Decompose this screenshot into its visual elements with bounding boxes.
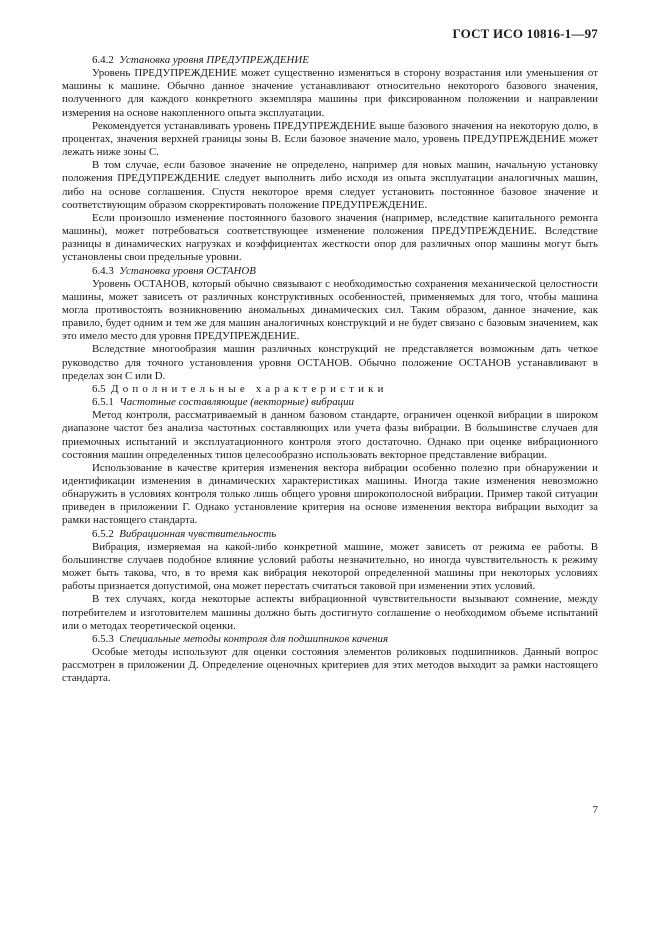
paragraph: В тех случаях, когда некоторые аспекты вибрационной чувствительности вызывают сомнение, между потребителем и изготовителем машины должно быть достигнуто соглашение о необходимом объеме испытаний или о методах теоретической оценки. bbox=[62, 593, 598, 632]
paragraph: Вследствие многообразия машин различных конструкций не представляется возможным дать четкое руководство для точного установления уровня ОСТАНОВ. Обычно положение ОСТАНОВ устанавливают в пределах зон C или D. bbox=[62, 343, 598, 382]
section-number: 6.5.3 bbox=[92, 632, 114, 645]
section-title: Вибрационная чувствительность bbox=[119, 527, 277, 540]
section-title: Установка уровня ПРЕДУПРЕЖДЕНИЕ bbox=[119, 54, 309, 66]
section-title: Установка уровня ОСТАНОВ bbox=[119, 264, 256, 277]
paragraph: Уровень ПРЕДУПРЕЖДЕНИЕ может существенно изменяться в сторону возрастания или уменьшения от машины к машине. Обычно данное значение устанавливают относительно некоторого базового значения, полученного для каждого конкретного экземпляра машины при фиксированном положении и направлении измерения на основе накопленного опыта эксплуатации. bbox=[62, 67, 598, 119]
section-number: 6.5.2 bbox=[92, 527, 114, 540]
paragraph: В том случае, если базовое значение не определено, например для новых машин, начальную установку положения ПРЕДУПРЕЖДЕНИЕ следует выполнить либо исходя из опыта эксплуатации аналогичных машин, либо на основе соглашения. Спустя некоторое время следует установить постоянное базовое значение и соответствующим образом скорректировать положение ПРЕДУПРЕЖДЕНИЕ. bbox=[62, 159, 598, 211]
document-body bbox=[62, 54, 598, 686]
section-number: 6.5.1 bbox=[92, 396, 114, 409]
section-heading-6-5-3 bbox=[62, 633, 598, 646]
section-heading-6-4-3 bbox=[62, 265, 598, 278]
paragraph: Если произошло изменение постоянного базового значения (например, вследствие капитального ремонта машины), может потребоваться соответствующее изменение положения ПРЕДУПРЕЖДЕНИЕ. Вследствие разницы в динамических нагрузках и коэффициентах жесткости опор для различных опор машины могут быть установлены свои предельные уровни. bbox=[62, 211, 598, 264]
section-title: Специальные методы контроля для подшипников качения bbox=[119, 632, 389, 645]
paragraph: Вибрация, измеряемая на какой-либо конкретной машине, может зависеть от режима ее работы. В большинстве случаев подобное влияние условий работы незначительно, но иногда чувствительность к режиму может быть такова, что, в то время как вибрация некоторой определенной машины при некоторых условиях работы признается допустимой, она может перестать считаться таковой при изменении этих условий. bbox=[62, 540, 598, 593]
paragraph: Уровень ОСТАНОВ, который обычно связывают с необходимостью сохранения механической целостности машины, может зависеть от различных конструктивных особенностей, применяемых для того, чтобы машина могла противостоять возникновению аномальных динамических сил. Таким образом, данное значение, как правило, будет одним и тем же для машин аналогичных конструкций и не будет связано с базовым значением, как это имело место для уровня ПРЕДУПРЕЖДЕНИЕ. bbox=[62, 277, 598, 343]
page-number: 7 bbox=[592, 804, 598, 816]
section-number: 6.5 bbox=[92, 382, 106, 395]
section-title: Частотные составляющие (векторные) вибрации bbox=[119, 396, 354, 409]
page-header: ГОСТ ИСО 10816-1—97 bbox=[452, 26, 598, 41]
section-heading-6-5 bbox=[62, 383, 598, 396]
section-title: Дополнительные характеристики bbox=[111, 382, 388, 395]
section-heading-6-5-2 bbox=[62, 528, 598, 541]
section-heading-6-4-2 bbox=[62, 54, 598, 67]
section-heading-6-5-1 bbox=[62, 396, 598, 409]
paragraph: Использование в качестве критерия изменения вектора вибрации особенно полезно при обнаружении и идентификации изменения в динамических характеристиках машины. Иногда такие изменения невозможно обнаружить в условиях контроля только лишь общего уровня широкополосной вибрации. Пример такой ситуации приведен в приложении Г. Однако установление критерия на основе изменения вектора вибрации выходит за рамки настоящего стандарта. bbox=[62, 461, 598, 527]
paragraph: Метод контроля, рассматриваемый в данном базовом стандарте, ограничен оценкой вибрации в широком диапазоне частот без анализа частотных составляющих или учета фазы вибрации. В большинстве случаев для приемочных испытаний и эксплуатационного контроля этого достаточно. Однако при оценке вибрационного состояния машин определенных типов целесообразно использовать векторное представление вибрации. bbox=[62, 409, 598, 461]
section-number: 6.4.3 bbox=[92, 264, 114, 277]
paragraph: Особые методы используют для оценки состояния элементов роликовых подшипников. Данный вопрос рассмотрен в приложении Д. Определение оценочных критериев для этих методов выходит за рамки настоящего стандарта. bbox=[62, 646, 598, 685]
section-number: 6.4.2 bbox=[92, 54, 114, 66]
paragraph: Рекомендуется устанавливать уровень ПРЕДУПРЕЖДЕНИЕ выше базового значения на некоторую долю, в процентах, значения верхней границы зоны B. Если базовое значение мало, уровень ПРЕДУПРЕЖДЕНИЕ может лежать ниже зоны C. bbox=[62, 119, 598, 159]
